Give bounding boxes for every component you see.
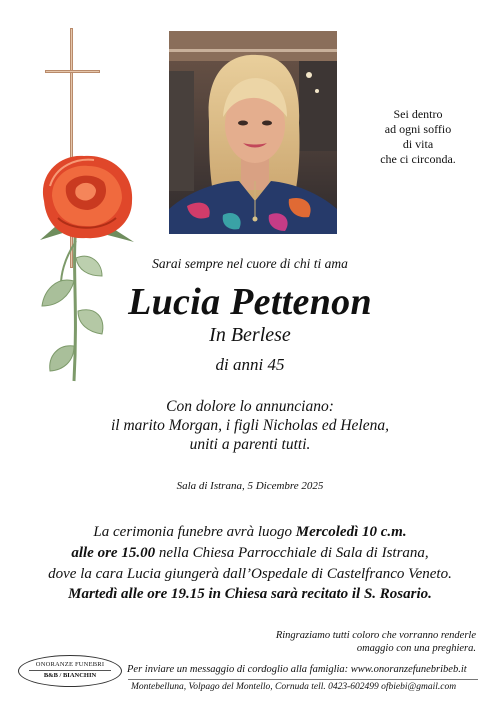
poem-line: ad ogni soffio: [384, 122, 452, 136]
portrait-photo: [169, 31, 337, 234]
funeral-agency-logo: [18, 655, 122, 687]
poem-quote: [358, 107, 478, 167]
thanks-line: omaggio con una preghiera.: [356, 643, 476, 654]
condolence-contact: Per inviare un messaggio di cordoglio alla famiglia: www.onoranzefunebribeb.it: [127, 664, 467, 675]
ceremony-date: Mercoledì 10 c.m.: [295, 524, 407, 540]
ceremony-text: nella Chiesa Parrocchiale di Sala di Istrana,: [155, 545, 429, 561]
ceremony-time: alle ore 15.00: [71, 545, 156, 561]
poem-line: di vita: [402, 137, 434, 151]
logo-text: B&B / BIANCHIN: [43, 672, 97, 679]
announcement-line: Con dolore lo annunciano:: [166, 398, 334, 415]
ceremony-text: La cerimonia funebre avrà luogo: [93, 524, 296, 540]
place-date: Sala di Istrana, 5 Dicembre 2025: [176, 480, 324, 492]
poem-line: che ci circonda.: [380, 152, 456, 166]
memorial-tagline: Sarai sempre nel cuore di chi ti ama: [152, 256, 348, 271]
thanks-line: Ringraziamo tutti coloro che vorranno renderle: [275, 630, 476, 641]
footer-divider: [128, 679, 478, 680]
announcement-line: il marito Morgan, i figli Nicholas ed Helena,: [111, 417, 389, 434]
deceased-age: di anni 45: [215, 355, 285, 374]
deceased-name: Lucia Pettenon: [128, 281, 372, 323]
ceremony-line: dove la cara Lucia giungerà dall’Ospedale di Castelfranco Veneto.: [48, 566, 452, 582]
rosary-line: Martedì alle ore 19.15 in Chiesa sarà recitato il S. Rosario.: [68, 586, 432, 602]
ceremony-line: [0, 522, 500, 542]
logo-divider: [29, 670, 111, 671]
logo-text: ONORANZE FUNEBRI: [35, 661, 105, 668]
poem-line: Sei dentro: [393, 107, 443, 121]
announcement-line: uniti a parenti tutti.: [189, 436, 311, 453]
ceremony-line: [0, 543, 500, 563]
agency-address: Montebelluna, Volpago del Montello, Cornuda tell. 0423-602499 ofbiebi@gmail.com: [131, 682, 457, 692]
married-name: In Berlese: [209, 324, 291, 346]
